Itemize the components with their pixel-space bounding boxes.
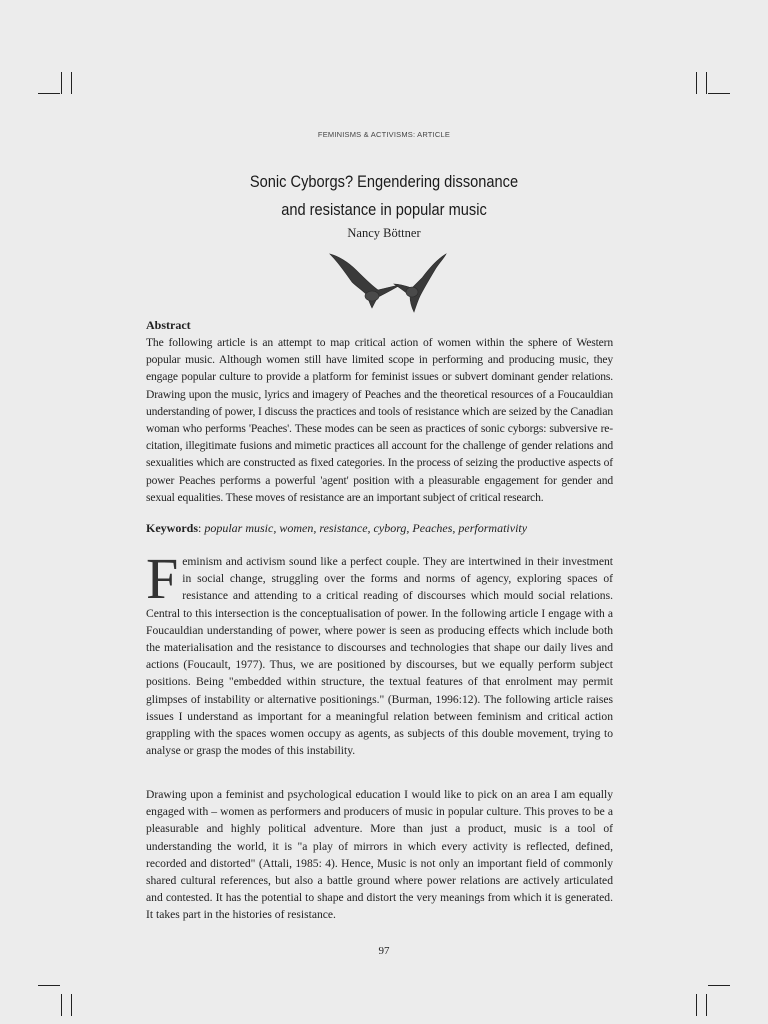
- crop-mark: [71, 72, 72, 94]
- title-line-2: and resistance in popular music: [281, 200, 487, 219]
- swallow-left: [330, 254, 400, 308]
- crop-mark: [696, 72, 697, 94]
- crop-mark: [708, 985, 730, 986]
- crop-mark: [706, 72, 707, 94]
- keywords-label: Keywords: [146, 521, 198, 535]
- crop-mark: [38, 985, 60, 986]
- crop-mark: [61, 72, 62, 94]
- body-paragraph-1: [146, 546, 613, 759]
- keywords-list: popular music, women, resistance, cyborg, Peaches, performativity: [204, 521, 528, 535]
- crop-mark: [708, 93, 730, 94]
- crop-mark: [61, 994, 62, 1016]
- drop-cap: F: [146, 546, 179, 611]
- two-swallows-illustration: [326, 250, 450, 316]
- author-name: Nancy Böttner: [347, 226, 421, 240]
- title-line-1: Sonic Cyborgs? Engendering dissonance: [249, 172, 519, 191]
- crop-mark: [71, 994, 72, 1016]
- crop-mark: [706, 994, 707, 1016]
- crop-mark: [696, 994, 697, 1016]
- paragraph-1-text: eminism and activism sound like a perfect couple. They are intertwined in their investment in social change, struggling over the forms and norms of agency, exploring spaces of resistance and attending to a critical reading of discourses which mould social relations. Central to this intersection is the conceptualisation of power. In the following article I engage with a Foucauldian understanding of power, where power is seen as producing effects which include both the materialisation and the resistance to discourses and technologies that shape our daily lives and actions (Foucault, 1977). Thus, we are positioned by discourses, but we equally perform subject positions. Being "embedded within structure, the textual features of that enrolment may permit glimpses of instability or alternative positionings." (Burman, 1996:12). The following article raises issues I understand as important for a meaningful relation between feminism and critical action grappling with the spaces women occupy as agents, as subjects of this double movement, trying to analyse or grasp the modes of this instability.: [146, 555, 613, 758]
- page-number: 97: [378, 945, 390, 957]
- crop-mark: [38, 93, 60, 94]
- abstract-heading: Abstract: [146, 318, 191, 332]
- body-paragraph-2: Drawing upon a feminist and psychological education I would like to pick on an area I am equally engaged with – women as performers and producers of music in popular culture. This proves to be a pleasurable and highly political adventure. More than just a product, music is a tool of understanding the world, it is "a play of mirrors in which every activity is reflected, defined, recorded and distorted" (Attali, 1985: 4). Hence, Music is not only an important field of commonly shared cultural references, but also a battle ground where power relations are actively articulated and contested. It has the potential to shape and distort the very meanings from which it is generated. It takes part in the histories of resistance.: [146, 788, 613, 922]
- swallow-right: [394, 254, 446, 312]
- article-title: [54, 168, 714, 224]
- abstract-body: The following article is an attempt to map critical action of women within the sphere of Western popular music. Although women still have limited scope in performing and producing music, they engage popular culture to provide a platform for feminist issues or subvert dominant gender relations. Drawing upon the music, lyrics and imagery of Peaches and the theoretical resources of a Foucauldian understanding of power, I discuss the practices and tools of resistance which are seized by the Canadian woman who performs 'Peaches'. These modes can be seen as practices of sonic cyborgs: subversive re-citation, illegitimate fusions and mimetic practices all account for the challenge of gender relations and sexualities which are constructed as fixed categories. In the process of seizing the productive aspects of power Peaches performs a powerful 'agent' position with a pleasurable engagement for gender and sexual equalities. These moves of resistance are an important subject of critical research.: [146, 336, 613, 504]
- keywords-line: Keywords: popular music, women, resistance, cyborg, Peaches, performativity: [146, 521, 528, 535]
- running-head: FEMINISMS & ACTIVISMS: ARTICLE: [317, 130, 451, 139]
